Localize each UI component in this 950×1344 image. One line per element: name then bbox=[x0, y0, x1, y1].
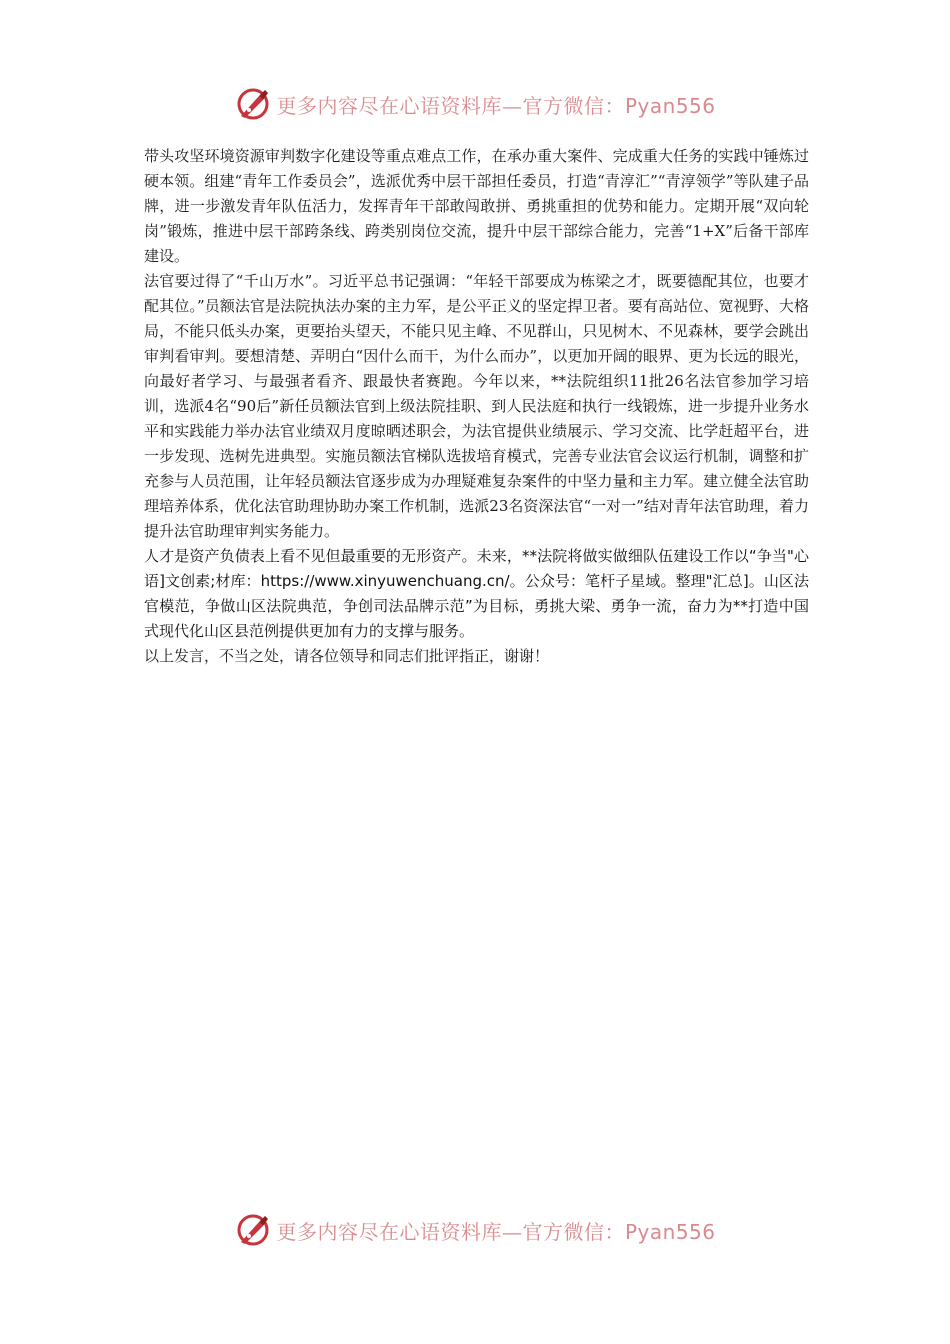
paragraph-3: 人才是资产负债表上看不见但最重要的无形资产。未来，**法院将做实做细队伍建设工作以“争当"心语]文创素;材库：https://www.xinyuwenchuang.cn/。公众号：笔杆子星域。整理"汇总]。山区法官模范，争做山区法院典范，争创司法品牌示范”为目标，勇挑大梁、勇争一流，奋力为**打造中国式现代化山区县范例提供更加有力的支撑与服务。 bbox=[144, 547, 809, 640]
paragraph-1: 带头攻坚环境资源审判数字化建设等重点难点工作，在承办重大案件、完成重大任务的实践中锤炼过硬本领。组建“青年工作委员会”，选派优秀中层干部担任委员，打造“青淳汇”“青淳领学”等队建子品牌，进一步激发青年队伍活力，发挥青年干部敢闯敢拼、勇挑重担的优势和能力。定期开展“双向轮岗”锻炼，推进中层干部跨条线、跨类别岗位交流，提升中层干部综合能力，完善“1+X”后备干部库建设。 bbox=[144, 147, 809, 265]
banner-text: 更多内容尽在心语资料库—官方微信：Pyan556 bbox=[276, 93, 716, 118]
pen-logo-icon bbox=[234, 85, 272, 123]
header-banner bbox=[0, 82, 950, 126]
document-body bbox=[144, 144, 809, 669]
paragraph-2: 法官要过得了“千山万水”。习近平总书记强调：“年轻干部要成为栋梁之才，既要德配其位，也要才配其位。”员额法官是法院执法办案的主力军，是公平正义的坚定捍卫者。要有高站位、宽视野、大格局，不能只低头办案，更要抬头望天，不能只见主峰、不见群山，只见树木、不见森林，要学会跳出审判看审判。要想清楚、弄明白“因什么而干，为什么而办”，以更加开阔的眼界、更为长远的眼光，向最好者学习、与最强者看齐、跟最快者赛跑。今年以来，**法院组织11批26名法官参加学习培训，选派4名“90后”新任员额法官到上级法院挂职、到人民法庭和执行一线锻炼，进一步提升业务水平和实践能力举办法官业绩双月度晾晒述职会，为法官提供业绩展示、学习交流、比学赶超平台，进一步发现、选树先进典型。实施员额法官梯队选拔培育模式，完善专业法官会议运行机制，调整和扩充参与人员范围，让年轻员额法官逐步成为办理疑难复杂案件的中坚力量和主力军。建立健全法官助理培养体系，优化法官助理协助办案工作机制，选派23名资深法官“一对一”结对青年法官助理，着力提升法官助理审判实务能力。 bbox=[144, 272, 809, 540]
banner-text: 更多内容尽在心语资料库—官方微信：Pyan556 bbox=[276, 1219, 716, 1244]
paragraph-4: 以上发言，不当之处，请各位领导和同志们批评指正，谢谢！ bbox=[144, 647, 550, 665]
pen-logo-icon bbox=[234, 1211, 272, 1249]
footer-banner bbox=[0, 1208, 950, 1252]
